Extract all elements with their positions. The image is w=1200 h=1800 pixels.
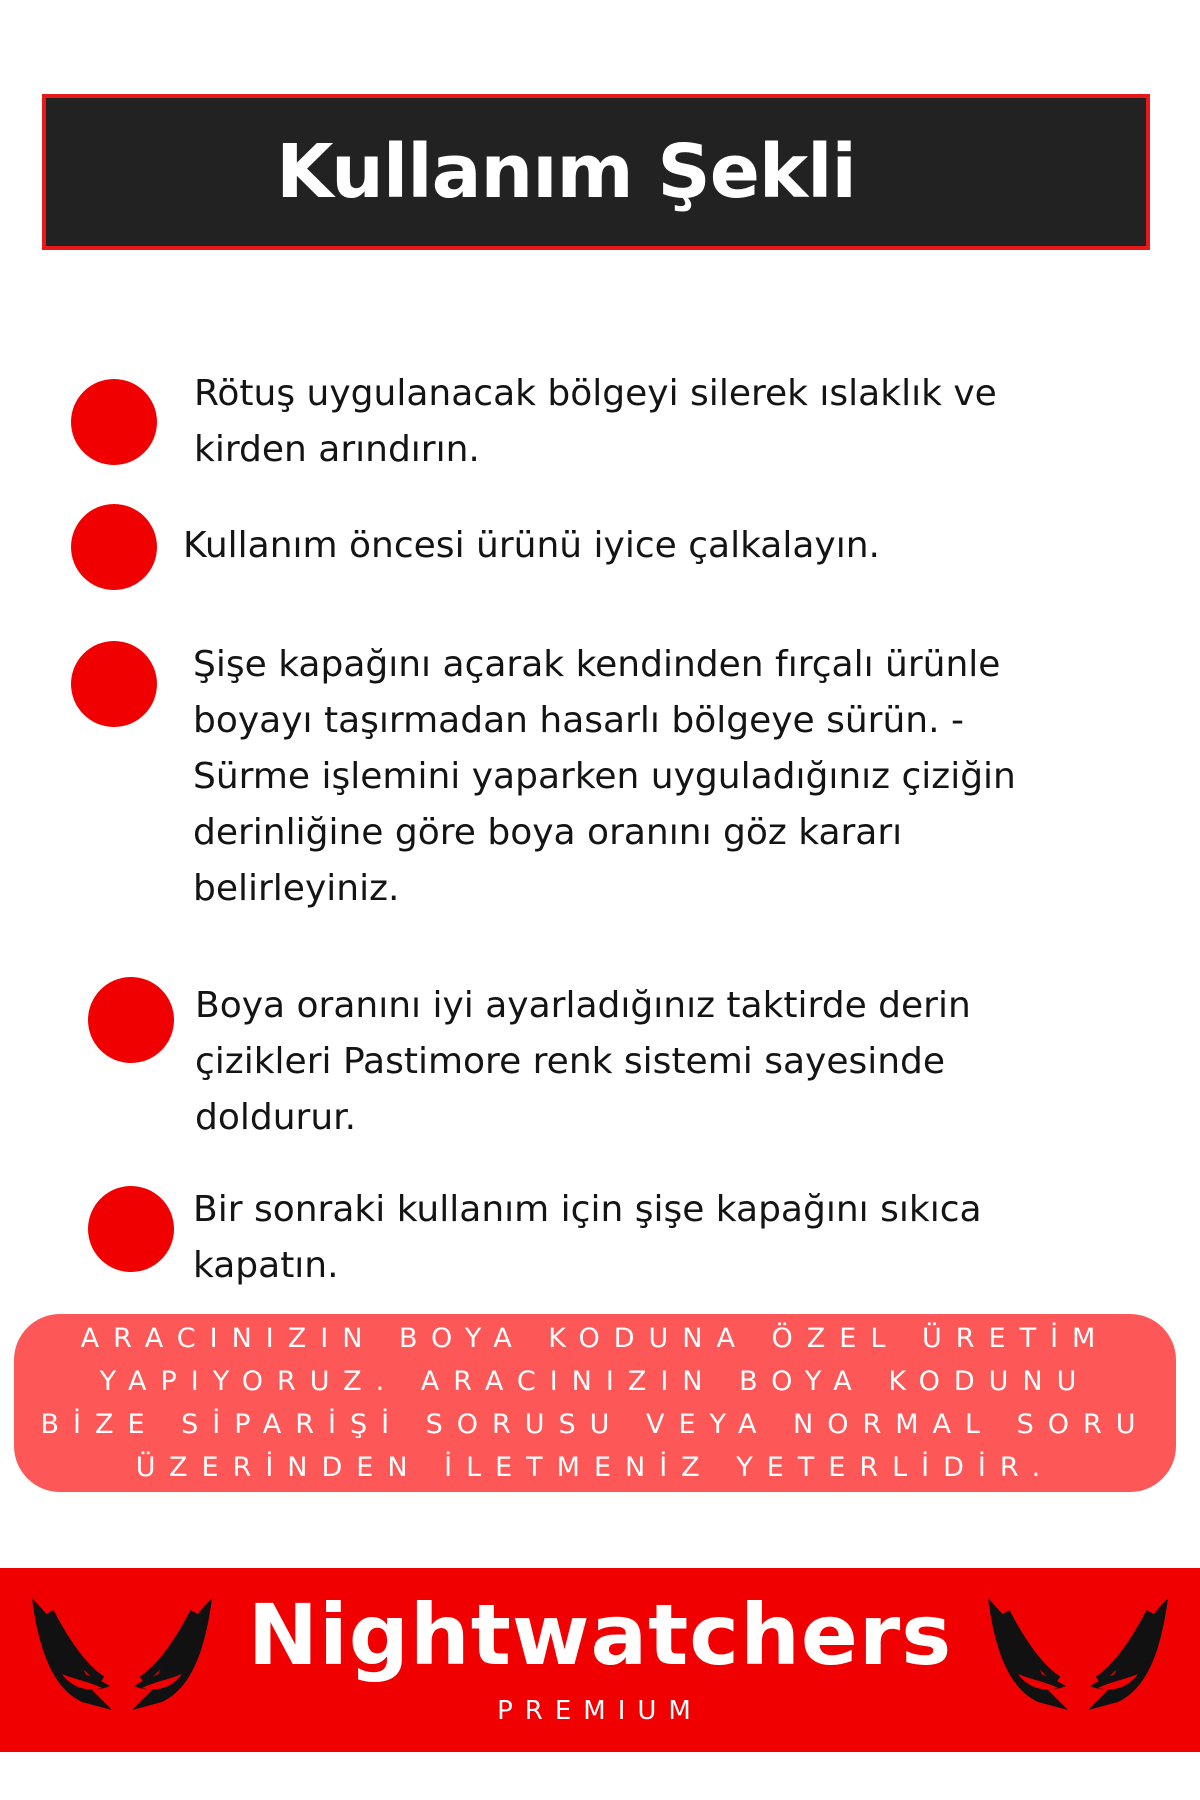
footer-brand-bar: [0, 1568, 1200, 1752]
brand-name: Nightwatchers: [247, 1586, 953, 1684]
red-circle-icon: [88, 977, 174, 1063]
step-text: Kullanım öncesi ürünü iyice çalkalayın.: [183, 525, 880, 566]
red-circle-icon: [71, 379, 157, 465]
step-text: Rötuş uygulanacak bölgeyi silerek ıslaklık ve kirden arındırın.: [194, 373, 997, 470]
notice-banner: [14, 1314, 1176, 1492]
step-text: Bir sonraki kullanım için şişe kapağını sıkıca kapatın.: [193, 1189, 982, 1286]
red-circle-icon: [71, 641, 157, 727]
brand-tagline: PREMIUM: [497, 1696, 703, 1726]
step-text: Şişe kapağını açarak kendinden fırçalı ürünle boyayı taşırmadan hasarlı bölgeye sürün. - Sürme işlemini yaparken uyguladığınız çiziğin derinliğine göre boya oranını göz kararı belirleyiniz.: [193, 644, 1016, 909]
page-title: Kullanım Şekli: [276, 129, 856, 215]
owl-eyes-icon: [978, 1590, 1178, 1730]
title-banner: [42, 94, 1150, 250]
red-circle-icon: [71, 504, 157, 590]
notice-text: ARACINIZIN BOYA KODUNA ÖZEL ÜRETİM YAPIYORUZ. ARACINIZIN BOYA KODUNU BİZE SİPARİŞİ SORUSU VEYA NORMAL SORU ÜZERİNDEN İLETMENİZ YETERLİDİR.: [40, 1323, 1150, 1483]
step-text: Boya oranını iyi ayarladığınız taktirde derin çizikleri Pastimore renk sistemi sayesinde doldurur.: [195, 985, 971, 1138]
red-circle-icon: [88, 1186, 174, 1272]
